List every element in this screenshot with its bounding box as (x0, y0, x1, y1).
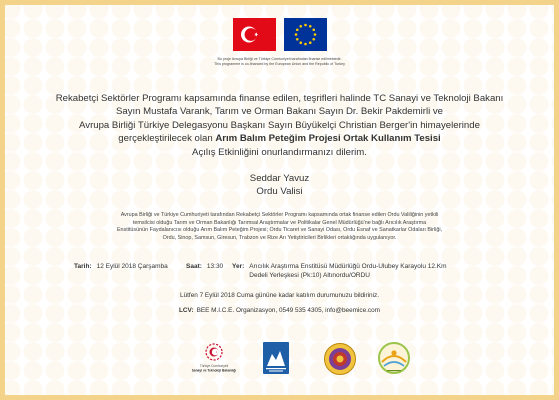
signatory-name: Seddar Yavuz (249, 173, 310, 184)
description-line-2: temsilcisi olduğu Tarım ve Orman Bakanlığı Tarımsal Araştırmalar ve Politikalar Genel Müdürlüğü'ne bağlı Arıcılık Araştırma (132, 219, 427, 226)
turkey-flag-icon (233, 18, 276, 51)
invitation-line-3: Avrupa Birliği Türkiye Delegasyonu Başkanı Sayın Büyükelçi Christian Berger'in himayelerinde (79, 119, 480, 131)
flags-row (0, 18, 559, 51)
invitation-line-5: Açılış Etkinliğini onurlandırmanızı dilerim. (192, 146, 367, 158)
lcv-value: BEE M.I.C.E. Organizasyon, 0549 535 4305, info@beemice.com (196, 307, 380, 314)
lcv-contact (0, 307, 559, 314)
ministry-logo-line2: Sanayi ve Teknoloji Bakanlığı (191, 368, 237, 373)
description-line-4: Ordu, Sinop, Samsun, Giresun, Trabzon ve Rize Arı Yetiştiricileri Birlikleri ortaklığında uygulanıyor. (162, 235, 397, 242)
date-label: Tarih: (74, 263, 92, 270)
rsvp-note: Lütfen 7 Eylül 2018 Cuma gününe kadar katılım durumunuzu bildiriniz. (180, 292, 379, 299)
signature-block (0, 173, 559, 198)
project-description (72, 212, 487, 243)
invitation-line-4 (30, 132, 529, 145)
funding-line-en: This programme is co-financed by the European Union and the Republic of Turkey (214, 62, 345, 66)
place-label: Yer: (232, 263, 245, 270)
event-date (74, 262, 186, 280)
description-line-1: Avrupa Birliği ve Türkiye Cumhuriyeti tarafından Rekabetçi Sektörler Programı kapsamında ortak finanse edilen Ordu Valiliğinin yetkili (120, 212, 439, 218)
invitation-line-4-prefix: gerçekleştirilecek olan (118, 133, 216, 145)
time-value: 13:30 (206, 263, 224, 270)
signatory-title: Ordu Valisi (256, 185, 303, 197)
partner-logos (0, 342, 559, 376)
event-details (74, 262, 504, 280)
apiculture-institute-logo (376, 342, 412, 376)
project-name: Arım Balım Peteğim Projesi Ortak Kullanım Tesisi (215, 133, 441, 145)
development-agency-logo (262, 342, 290, 376)
eu-flag-icon (284, 18, 327, 51)
ministry-logo-line1: Türkiye Cumhuriyeti (199, 364, 229, 368)
funding-line-tr: Bu proje Avrupa Birliği ve Türkiye Cumhuriyeti tarafından finanse edilmektedir. (217, 57, 342, 61)
time-label: Saat: (186, 263, 202, 270)
invitation-text (30, 92, 529, 159)
invitation-line-1: Rekabetçi Sektörler Programı kapsamında finanse edilen, teşrifleri halinde TC Sanayi ve Teknoloji Bakanı (55, 93, 504, 104)
invitation-line-2: Sayın Mustafa Varank, Tarım ve Orman Bakanı Sayın Dr. Bekir Pakdemirli ve (115, 106, 444, 118)
governorship-seal-icon (323, 342, 357, 376)
place-value: Arıcılık Araştırma Enstitüsü Müdürlüğü Ordu-Ulubey Karayolu 12.Km Dedeli Yerleşkesi (Pk:10) Altınordu/ORDU (249, 263, 447, 279)
funding-statement (0, 57, 559, 67)
ministry-logo (186, 342, 242, 376)
lcv-label: LCV: (179, 307, 194, 314)
date-value: 12 Eylül 2018 Çarşamba (96, 263, 168, 270)
event-place (232, 262, 504, 280)
event-time (186, 262, 232, 280)
description-line-3: Enstitüsünün Faydalanıcısı olduğu Arım Balım Peteğim Projesi; Ordu Ticaret ve Sanayi Odası, Ordu Esnaf ve Sanatkarlar Odaları Birliği, (116, 227, 443, 234)
